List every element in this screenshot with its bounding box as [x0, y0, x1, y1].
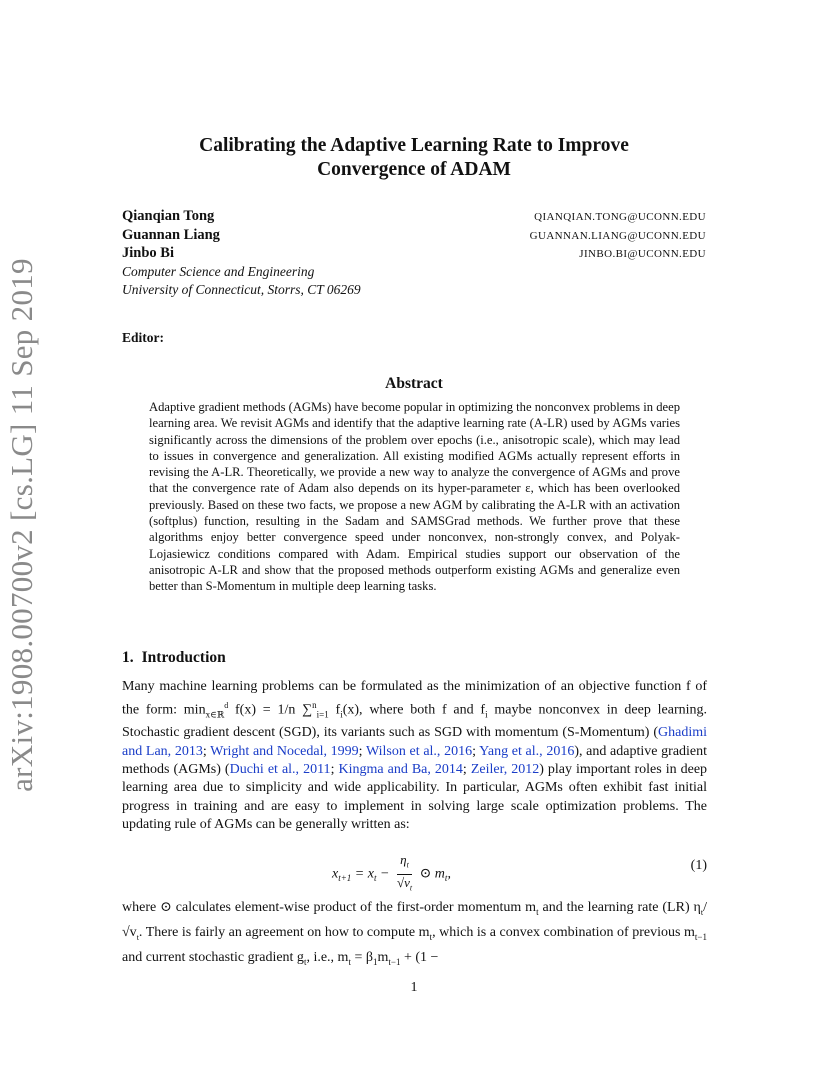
editor-label: Editor:	[122, 330, 164, 345]
body-text: . There is fairly an agreement on how to compute m	[138, 925, 430, 940]
citation-link[interactable]: Kingma and Ba, 2014	[338, 762, 463, 778]
eq-text: ⊙ m	[416, 866, 445, 882]
intro-text: f(x) =	[228, 703, 278, 719]
intro-math-sup: d	[224, 701, 229, 711]
intro-text: maybe nonconvex in deep learning. Stochastic gradient descent (SGD), its variants such as SGD with momentum (S-Momentum) (	[122, 703, 707, 741]
intro-text: ) play important roles in deep learning area due to simplicity and wide applicability. In particular, AGMs often exhibit fast initial progress in training and are easy to implement in solving large scale optimization problems. The updating rule of AGMs can be generally written as:	[122, 762, 708, 833]
body-text: m	[377, 950, 389, 965]
math-sub: t−1	[694, 931, 707, 942]
intro-text: ;	[358, 743, 366, 759]
intro-text: ;	[472, 743, 480, 759]
citation-link[interactable]: Yang et al., 2016	[479, 743, 575, 759]
abstract-heading: Abstract	[385, 375, 443, 392]
affiliation-department: Computer Science and Engineering	[122, 264, 315, 279]
eq-sub: t	[406, 860, 409, 870]
eq-text: −	[376, 866, 393, 882]
math-sub: t	[136, 932, 139, 942]
paper-title	[122, 134, 706, 182]
citation-link[interactable]: Wilson et al., 2016	[365, 743, 473, 759]
math-sub: 1	[373, 956, 378, 967]
title-line-1: Calibrating the Adaptive Learning Rate to Improve	[199, 135, 629, 156]
intro-text: f	[328, 703, 341, 719]
author-email[interactable]: QIANQIAN.TONG@UCONN.EDU	[534, 211, 706, 223]
intro-math-sub: x∈ℝ	[205, 709, 225, 720]
title-line-2: Convergence of ADAM	[317, 159, 511, 180]
math-sub: t	[536, 906, 539, 917]
math: η	[693, 900, 701, 915]
intro-math-sub: i	[340, 709, 343, 720]
intro-paragraph	[122, 678, 707, 835]
affiliation-university: University of Connecticut, Storrs, CT 06269	[122, 282, 361, 297]
eq-text: x	[332, 866, 339, 882]
intro-math-sup: n	[312, 700, 317, 711]
eq-fraction	[397, 852, 412, 896]
math-sub: t	[303, 956, 307, 967]
author-name: Jinbo Bi	[122, 245, 174, 261]
author-email[interactable]: JINBO.BI@UCONN.EDU	[579, 248, 706, 260]
eq-text: = x	[351, 866, 374, 882]
page-number: 1	[410, 980, 418, 995]
intro-math-sub: i	[485, 709, 488, 720]
eq-sub: t	[444, 873, 448, 884]
citation-link[interactable]: Ghadimi and Lan, 2013	[122, 725, 707, 759]
intro-math: 1/n ∑	[277, 703, 313, 719]
post-equation-paragraph	[122, 898, 707, 972]
section-number: 1.	[122, 649, 134, 666]
math: /√v	[122, 900, 707, 940]
body-text: , i.e., m	[306, 950, 349, 965]
body-text: where ⊙ calculates element-wise product of the first-order momentum m	[122, 900, 537, 915]
citation-link[interactable]: Duchi et al., 2011	[229, 762, 331, 778]
citation-link[interactable]: Wright and Nocedal, 1999	[210, 743, 359, 759]
eq-sub: t+1	[338, 873, 352, 884]
eq-sub: t	[373, 873, 377, 884]
intro-math-sub: i=1	[316, 709, 329, 720]
math-sub: t	[700, 907, 704, 917]
abstract-body: Adaptive gradient methods (AGMs) have become popular in optimizing the nonconvex problems in deep learning area. We revisit AGMs and identify that the adaptive learning rate (A-LR) used by AGMs varies significantly across the dimensions of the problem over epochs (i.e., anisotropic scale), which may lead to issues in convergence and generalization. All existing modified AGMs actually represent efforts in revising the A-LR. Theoretically, we provide a new way to analyze the convergence of AGMs and prove that the convergence rate of Adam also depends on its hyper-parameter ε, which has been overlooked previously. Based on these two facts, we propose a new AGM by calibrating the A-LR with an activation (softplus) function, resulting in the Sadam and SAMSGrad methods. We further prove that these algorithms enjoy better convergence speed under nonconvex, non-strongly convex, and Polyak-Lojasiewicz conditions compared with Adam. Empirical studies support our observation of the anisotropic A-LR and show that the proposed methods outperform existing AGMs and generalize even better than S-Momentum in multiple deep learning tasks.	[149, 400, 680, 594]
section-title: Introduction	[141, 649, 226, 666]
intro-text: ;	[202, 743, 211, 759]
intro-text: ;	[462, 762, 471, 778]
intro-text: (x), where both f and f	[342, 703, 486, 719]
body-text: and the learning rate (LR)	[538, 900, 694, 915]
eq-numerator: η	[400, 852, 407, 867]
citation-link[interactable]: Zeiler, 2012	[470, 762, 540, 778]
intro-text: Many machine learning problems can be formulated as the minimization of an objective function f of the form: min	[122, 679, 707, 719]
section-heading	[122, 649, 226, 667]
intro-text: ), and adaptive gradient methods (AGMs) (	[122, 743, 708, 778]
eq-sub: t	[409, 883, 413, 893]
eq-denominator: √v	[396, 874, 410, 890]
author-name: Guannan Liang	[122, 227, 220, 243]
equation-number: (1)	[690, 858, 707, 873]
body-text: = β	[350, 950, 373, 965]
equation-1	[122, 850, 707, 893]
arxiv-id: arXiv:1908.00700v2 [cs.LG] 11 Sep 2019	[4, 258, 39, 792]
math-sub: t−1	[388, 956, 401, 967]
body-text: and current stochastic gradient g	[122, 950, 304, 965]
body-text: , which is a convex combination of previous m	[432, 925, 695, 940]
eq-text: ,	[447, 866, 451, 882]
author-email[interactable]: GUANNAN.LIANG@UCONN.EDU	[529, 230, 706, 242]
math-sub: t	[429, 931, 433, 942]
math-sub: t	[348, 956, 351, 967]
author-name: Qianqian Tong	[122, 208, 215, 224]
body-text: + (1 −	[400, 950, 439, 965]
intro-text: ;	[330, 762, 339, 778]
equation-body	[332, 852, 451, 896]
